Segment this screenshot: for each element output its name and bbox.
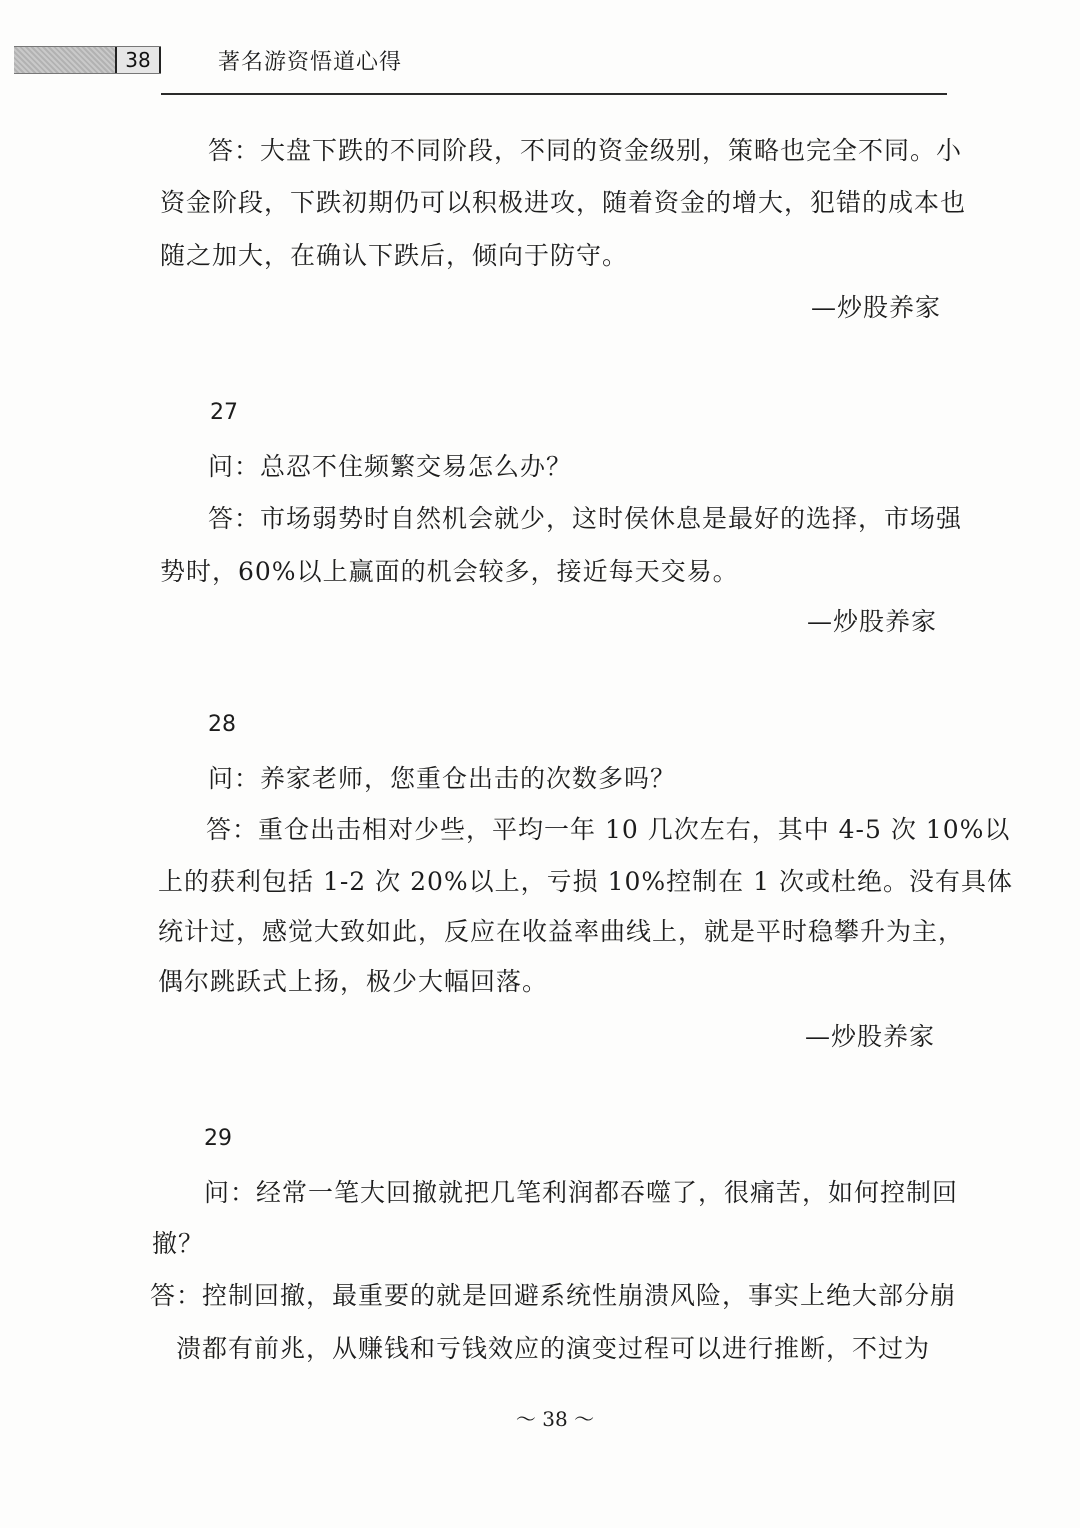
answer-28-line-1: 答：重仓出击相对少些，平均一年 10 几次左右，其中 4-5 次 10%以 xyxy=(206,815,1011,844)
footer-page-label: ～ 38 ～ xyxy=(515,1407,595,1431)
running-title: 著名游资悟道心得 xyxy=(218,50,403,75)
answer-27-line-1: 答：市场弱势时自然机会就少，这时侯休息是最好的选择，市场强 xyxy=(208,504,963,533)
answer-29-line-2: 溃都有前兆，从赚钱和亏钱效应的演变过程可以进行推断，不过为 xyxy=(176,1334,931,1363)
question-28: 问：养家老师，您重仓出击的次数多吗？ xyxy=(208,764,677,793)
question-number-27: 27 xyxy=(210,400,238,425)
page-footer xyxy=(0,1405,1080,1433)
answer-27-line-2: 势时，60%以上赢面的机会较多，接近每天交易。 xyxy=(160,557,739,586)
page-number-tab xyxy=(14,46,161,74)
question-27: 问：总忍不住频繁交易怎么办？ xyxy=(208,452,573,481)
answer-29-line-1: 答：控制回撤，最重要的就是回避系统性崩溃风险，事实上绝大部分崩 xyxy=(150,1281,957,1310)
question-29-line-1: 问：经常一笔大回撤就把几笔利润都吞噬了，很痛苦，如何控制回 xyxy=(204,1178,959,1207)
signature-26: —炒股养家 xyxy=(811,293,942,322)
header-rule xyxy=(161,93,947,95)
question-number-28: 28 xyxy=(208,712,236,737)
answer-28-line-3: 统计过，感觉大致如此，反应在收益率曲线上，就是平时稳攀升为主， xyxy=(158,917,965,946)
signature-27: —炒股养家 xyxy=(807,607,938,636)
answer-26-line-2: 资金阶段，下跌初期仍可以积极进攻，随着资金的增大，犯错的成本也 xyxy=(160,188,967,217)
header-page-number: 38 xyxy=(115,47,161,73)
answer-28-line-4: 偶尔跳跃式上扬，极少大幅回落。 xyxy=(158,967,549,996)
question-number-29: 29 xyxy=(204,1126,232,1151)
answer-26-line-3: 随之加大，在确认下跌后，倾向于防守。 xyxy=(160,241,629,270)
question-29-line-2: 撤？ xyxy=(152,1229,205,1258)
signature-28: —炒股养家 xyxy=(805,1022,936,1051)
answer-28-line-2: 上的获利包括 1-2 次 20%以上，亏损 10%控制在 1 次或杜绝。没有具体 xyxy=(158,867,1013,896)
answer-26-line-1: 答：大盘下跌的不同阶段，不同的资金级别，策略也完全不同。小 xyxy=(208,136,963,165)
